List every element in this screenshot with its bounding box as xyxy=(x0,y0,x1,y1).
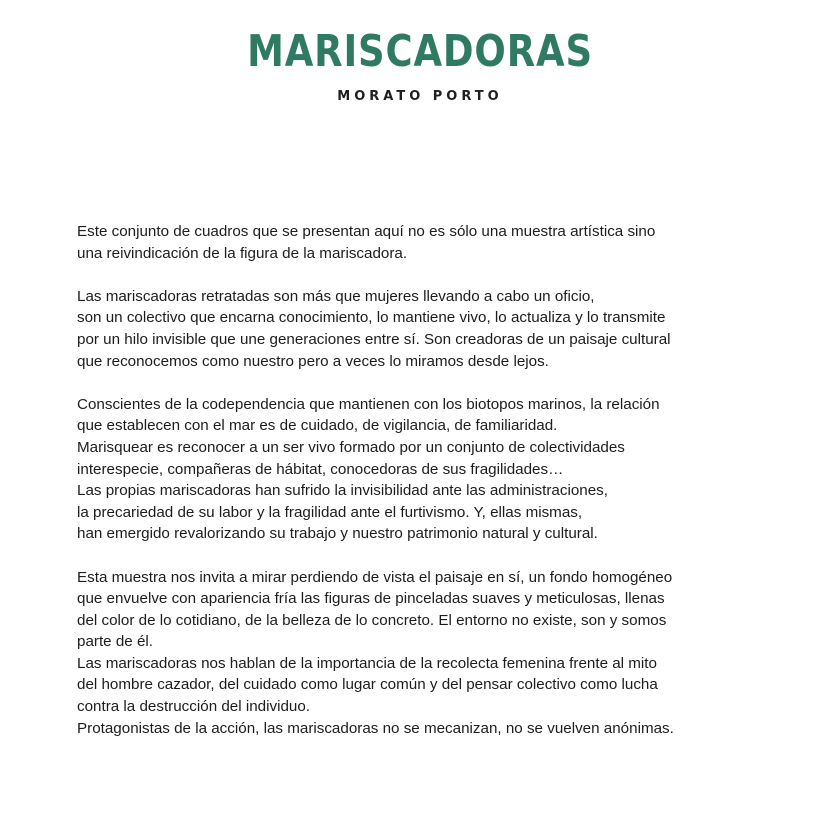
text-line: por un hilo invisible que une generaciones entre sí. Son creadoras de un paisaje cultural xyxy=(77,330,671,348)
text-line: Las mariscadoras nos hablan de la importancia de la recolecta femenina frente al mito xyxy=(77,654,657,672)
text-line: Este conjunto de cuadros que se presentan aquí no es sólo una muestra artística sino xyxy=(77,223,656,240)
text-line: del color de lo cotidiano, de la belleza de lo concreto. El entorno no existe, son y somos xyxy=(77,611,667,629)
page-title: MARISCADORAS xyxy=(247,26,593,77)
paragraph-3 xyxy=(77,394,777,545)
paragraph-2 xyxy=(77,286,777,372)
body-text xyxy=(77,221,777,761)
text-line: Las mariscadoras retratadas son más que mujeres llevando a cabo un oficio, xyxy=(77,287,595,305)
text-line: han emergido revalorizando su trabajo y nuestro patrimonio natural y cultural. xyxy=(77,525,598,543)
text-line: son un colectivo que encarna conocimiento, lo mantiene vivo, lo actualiza y lo transmite xyxy=(77,309,666,327)
text-line: Marisquear es reconocer a un ser vivo formado por un conjunto de colectividades xyxy=(77,438,625,456)
author-subtitle: MORATO PORTO xyxy=(337,89,503,104)
text-line: Las propias mariscadoras han sufrido la invisibilidad ante las administraciones, xyxy=(77,482,608,500)
text-line: Esta muestra nos invita a mirar perdiendo de vista el paisaje en sí, un fondo homogéneo xyxy=(77,568,673,586)
text-line: que envuelve con apariencia fría las figuras de pinceladas suaves y meticulosas, llenas xyxy=(77,590,665,608)
text-line: la precariedad de su labor y la fragilidad ante el furtivismo. Y, ellas mismas, xyxy=(77,503,583,521)
text-line: Protagonistas de la acción, las mariscadoras no se mecanizan, no se vuelven anónimas. xyxy=(77,719,674,737)
text-line: que establecen con el mar es de cuidado, de vigilancia, de familiaridad. xyxy=(77,417,558,435)
text-line: interespecie, compañeras de hábitat, conocedoras de sus fragilidades… xyxy=(77,460,564,478)
paragraph-4 xyxy=(77,567,777,740)
text-line: parte de él. xyxy=(77,633,153,651)
text-line: que reconocemos como nuestro pero a veces lo miramos desde lejos. xyxy=(77,352,549,370)
text-line: contra la destrucción del individuo. xyxy=(77,698,311,716)
text-line: una reivindicación de la figura de la mariscadora. xyxy=(77,244,408,262)
text-line: Conscientes de la codependencia que mantienen con los biotopos marinos, la relación xyxy=(77,395,660,413)
text-line: del hombre cazador, del cuidado como lugar común y del pensar colectivo como lucha xyxy=(77,676,658,694)
paragraph-1 xyxy=(77,221,777,264)
